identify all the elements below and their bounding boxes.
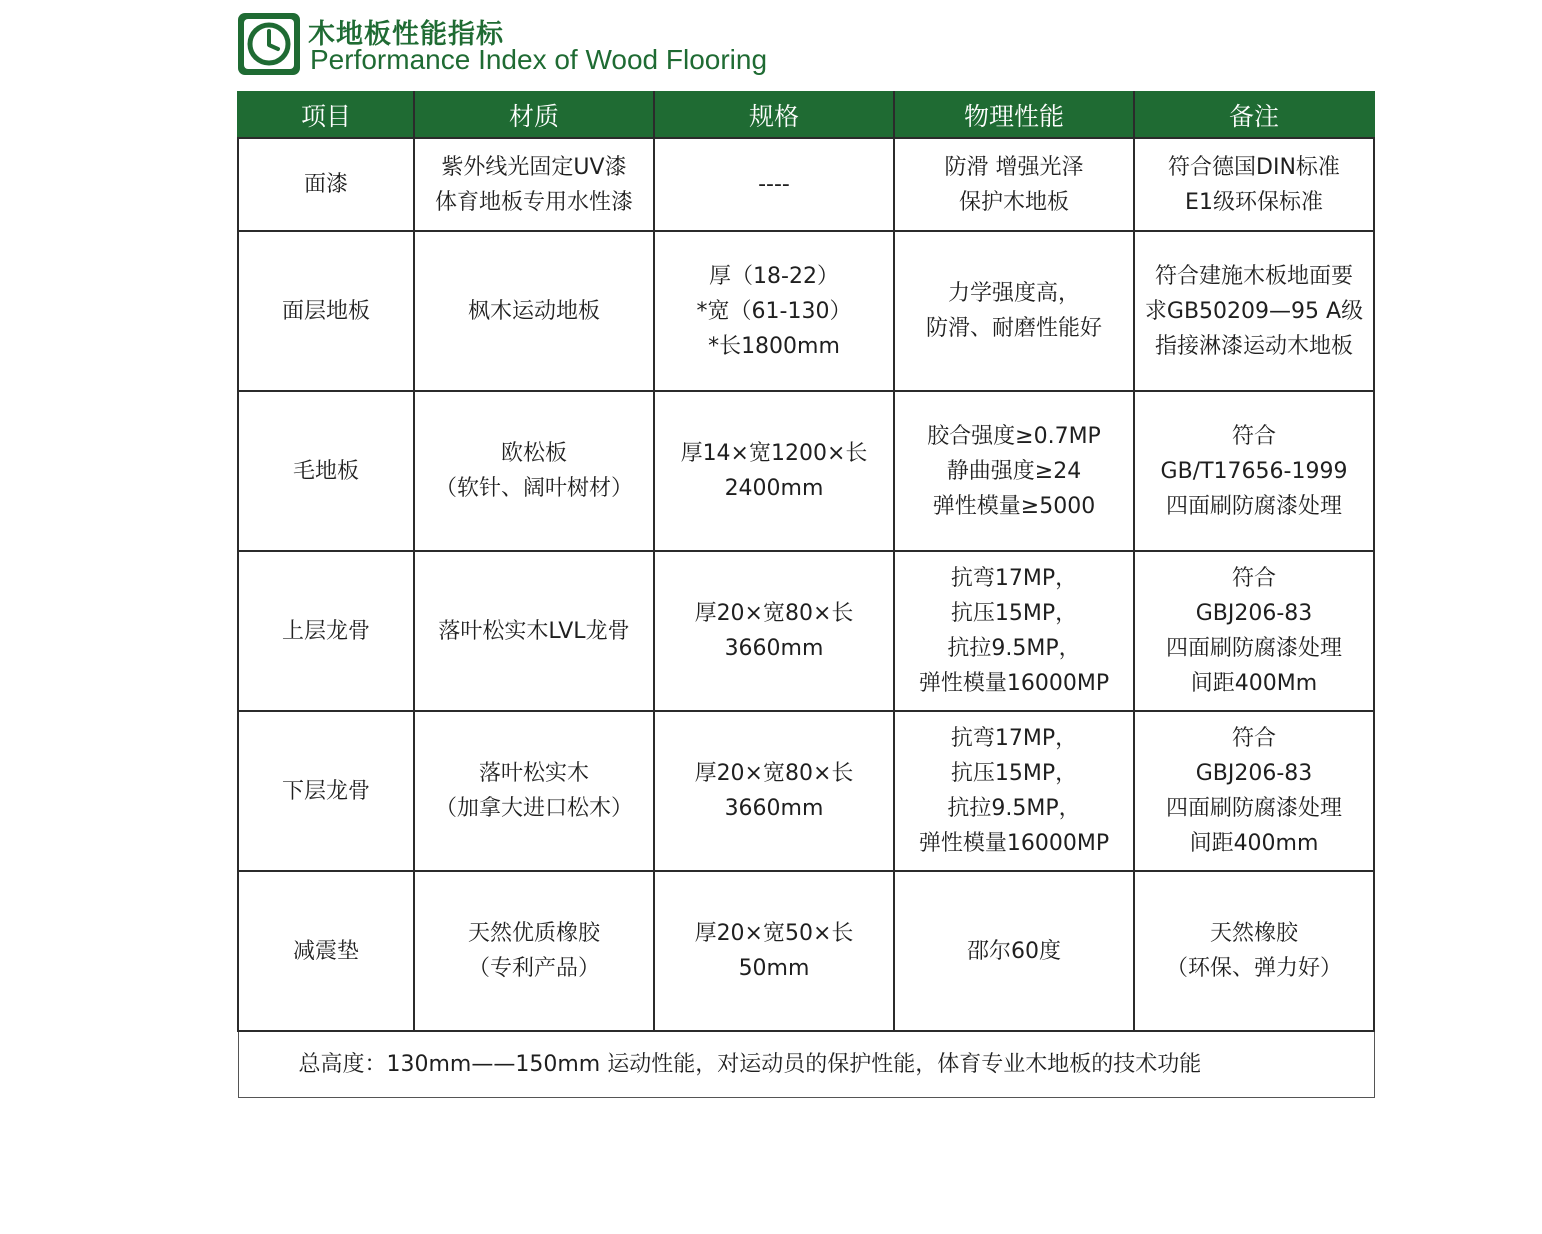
column-header-item: 项目 — [238, 92, 414, 138]
physical-cell — [894, 711, 1134, 871]
cell-line: GB/T17656-1999 — [1160, 458, 1348, 484]
cell-line: 抗弯17MP， — [950, 726, 1078, 751]
cell-line: 符合建施木板地面要 — [1154, 263, 1353, 289]
table-row — [238, 138, 1374, 231]
physical-cell — [894, 138, 1134, 231]
item-cell — [238, 391, 414, 551]
table-footer-row — [238, 1031, 1374, 1098]
cell-line: E1级环保标准 — [1185, 189, 1323, 215]
cell-line: （软针、阔叶树材） — [434, 476, 633, 501]
cell-line: 紫外线光固定UV漆 — [441, 154, 627, 180]
page-title: 木地板性能指标 — [308, 19, 504, 50]
physical-cell — [894, 391, 1134, 551]
cell-line: 弹性模量16000MP — [918, 831, 1110, 856]
cell-line: *长1800mm — [708, 333, 840, 359]
cell-line: 静曲强度≥24 — [946, 458, 1082, 484]
cell-line: 抗压15MP， — [950, 601, 1078, 626]
note-cell — [1134, 138, 1374, 231]
physical-cell — [894, 871, 1134, 1031]
table-header-row — [238, 92, 1374, 138]
cell-line: 厚20×宽80×长 — [694, 761, 854, 786]
table-row — [238, 871, 1374, 1031]
cell-line: 抗压15MP， — [950, 761, 1078, 786]
physical-cell — [894, 231, 1134, 391]
cell-line: 符合 — [1231, 726, 1276, 751]
cell-line: 四面刷防腐漆处理 — [1165, 796, 1342, 821]
cell-line: GBJ206-83 — [1195, 761, 1313, 786]
material-cell — [414, 711, 654, 871]
cell-line: 厚14×宽1200×长 — [680, 441, 868, 466]
note-cell — [1134, 551, 1374, 711]
cell-line: 间距400mm — [1189, 831, 1319, 856]
table-row — [238, 391, 1374, 551]
cell-line: 符合德国DIN标准 — [1168, 154, 1340, 180]
cell-line: 保护木地板 — [958, 189, 1069, 215]
cell-line: 天然优质橡胶 — [467, 921, 600, 946]
item-cell — [238, 711, 414, 871]
cell-line: 毛地板 — [292, 458, 359, 484]
item-cell — [238, 871, 414, 1031]
total-height-note: 总高度：130mm——150mm 运动性能，对运动员的保护性能，体育专业木地板的技术功能 — [238, 1031, 1374, 1098]
cell-line: 50mm — [738, 956, 810, 981]
material-cell — [414, 138, 654, 231]
cell-line: 3660mm — [724, 796, 824, 821]
item-cell — [238, 138, 414, 231]
performance-table — [237, 91, 1375, 1098]
cell-line: 抗拉9.5MP， — [947, 796, 1081, 821]
cell-line: （环保、弹力好） — [1165, 956, 1342, 981]
cell-line: 体育地板专用水性漆 — [434, 189, 633, 215]
spec-cell — [654, 391, 894, 551]
cell-line: 2400mm — [724, 476, 824, 501]
cell-line: 落叶松实木 — [478, 761, 589, 786]
cell-line: 抗拉9.5MP， — [947, 636, 1081, 661]
material-cell — [414, 551, 654, 711]
cell-line: 四面刷防腐漆处理 — [1165, 493, 1342, 519]
cell-line: 上层龙骨 — [281, 618, 370, 644]
material-cell — [414, 391, 654, 551]
cell-line: ---- — [758, 172, 790, 197]
table-body — [238, 138, 1374, 1098]
note-cell — [1134, 711, 1374, 871]
cell-line: 3660mm — [724, 636, 824, 661]
note-cell — [1134, 231, 1374, 391]
page-header — [236, 10, 936, 78]
note-cell — [1134, 871, 1374, 1031]
cell-line: 减震垫 — [292, 938, 359, 964]
table-row — [238, 711, 1374, 871]
spec-cell — [654, 871, 894, 1031]
cell-line: 厚20×宽50×长 — [694, 921, 854, 946]
cell-line: 符合 — [1231, 423, 1276, 449]
cell-line: 求GB50209—95 A级 — [1144, 298, 1364, 324]
cell-line: 枫木运动地板 — [467, 298, 600, 324]
column-header-spec: 规格 — [654, 92, 894, 138]
note-cell — [1134, 391, 1374, 551]
table-row — [238, 231, 1374, 391]
spec-cell — [654, 551, 894, 711]
cell-line: 邵尔60度 — [967, 938, 1061, 964]
cell-line: 欧松板 — [500, 441, 567, 466]
cell-line: 弹性模量16000MP — [918, 671, 1110, 696]
item-cell — [238, 231, 414, 391]
cell-line: 面层地板 — [281, 298, 370, 324]
cell-line: *宽（61-130） — [696, 298, 852, 324]
cell-line: 弹性模量≥5000 — [932, 493, 1096, 519]
cell-line: 下层龙骨 — [281, 778, 370, 804]
column-header-physical: 物理性能 — [894, 92, 1134, 138]
material-cell — [414, 231, 654, 391]
cell-line: 胶合强度≥0.7MP — [927, 423, 1101, 449]
cell-line: （加拿大进口松木） — [434, 796, 633, 821]
physical-cell — [894, 551, 1134, 711]
cell-line: 落叶松实木LVL龙骨 — [438, 618, 630, 644]
cell-line: 厚（18-22） — [709, 263, 839, 289]
material-cell — [414, 871, 654, 1031]
cell-line: （专利产品） — [467, 956, 600, 981]
cell-line: 四面刷防腐漆处理 — [1165, 636, 1342, 661]
cell-line: 防滑 增强光泽 — [944, 154, 1084, 180]
cell-line: 厚20×宽80×长 — [694, 601, 854, 626]
page-subtitle: Performance Index of Wood Flooring — [310, 44, 768, 75]
cell-line: 符合 — [1231, 566, 1276, 591]
spec-cell — [654, 231, 894, 391]
cell-line: 间距400Mm — [1190, 671, 1318, 696]
cell-line: 面漆 — [303, 172, 348, 197]
cell-line: 防滑、耐磨性能好 — [925, 316, 1102, 341]
table-row — [238, 551, 1374, 711]
cell-line: 天然橡胶 — [1209, 921, 1298, 946]
cell-line: 力学强度高， — [947, 281, 1080, 306]
spec-cell — [654, 711, 894, 871]
cell-line: 抗弯17MP， — [950, 566, 1078, 591]
column-header-note: 备注 — [1134, 92, 1374, 138]
clock-icon — [236, 11, 302, 77]
cell-line: 指接淋漆运动木地板 — [1154, 333, 1353, 359]
item-cell — [238, 551, 414, 711]
spec-cell — [654, 138, 894, 231]
column-header-material: 材质 — [414, 92, 654, 138]
cell-line: GBJ206-83 — [1195, 601, 1313, 626]
